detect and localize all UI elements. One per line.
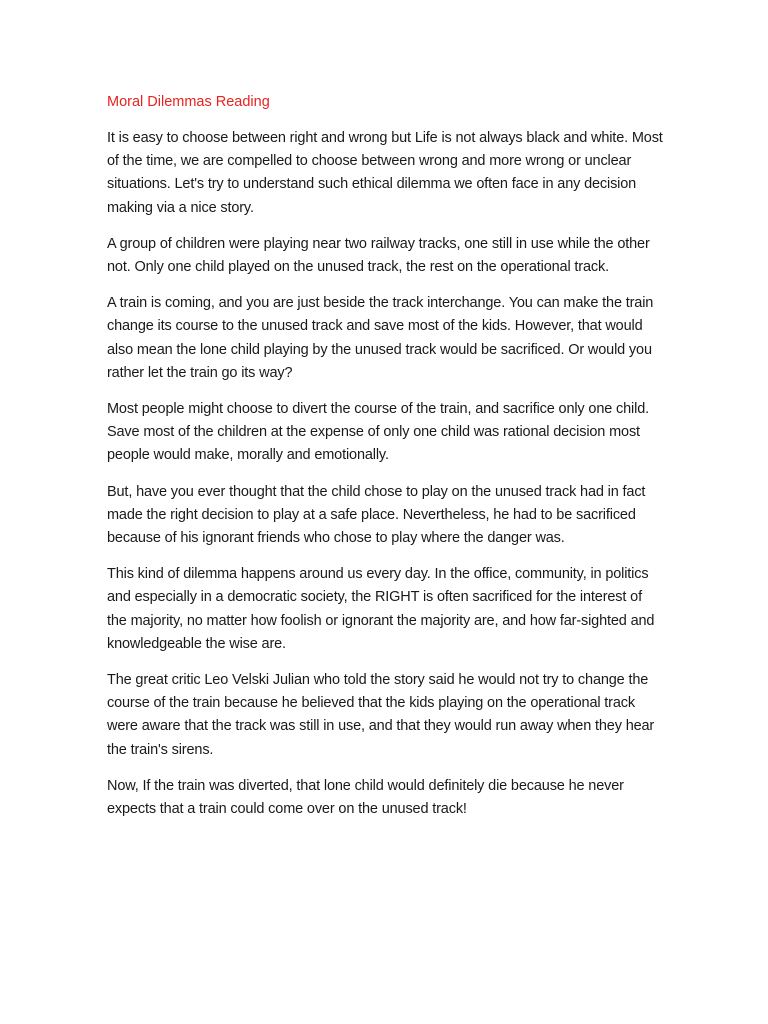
paragraph-conclusion: Now, If the train was diverted, that lone child would definitely die because he never expects that a train could come over on the unused track!: [107, 777, 624, 818]
paragraph-critic: The great critic Leo Velski Julian who told the story said he would not try to change the course of the train because he believed that the kids playing on the operational track were aware that the track was still in use, and that they would run away when they hear the train's sirens.: [107, 672, 655, 758]
document-body: [107, 91, 663, 834]
document-title: Moral Dilemmas Reading: [107, 94, 270, 110]
paragraph-train-coming: A train is coming, and you are just beside the track interchange. You can make the train change its course to the unused track and save most of the kids. However, that would also mean the lone child playing by the unused track would be sacrificed. Or would you rather let the train go its way?: [107, 295, 654, 381]
paragraph-most-people: Most people might choose to divert the course of the train, and sacrifice only one child. Save most of the children at the expense of only one child was rational decision most people would make, morally and emotionally.: [107, 401, 649, 464]
paragraph-dilemma-everyday: This kind of dilemma happens around us every day. In the office, community, in politics and especially in a democratic society, the RIGHT is often sacrificed for the interest of the majority, no matter how foolish or ignorant the majority are, and how far-sighted and knowledgeable the wise are.: [107, 566, 655, 652]
paragraph-unused-track-child: But, have you ever thought that the child chose to play on the unused track had in fact made the right decision to play at a safe place. Nevertheless, he had to be sacrificed because of his ignorant friends who chose to play where the danger was.: [107, 483, 646, 547]
paragraph-children-tracks: A group of children were playing near two railway tracks, one still in use while the other not. Only one child played on the unused track, the rest on the operational track.: [107, 235, 650, 276]
paragraph-intro: It is easy to choose between right and wrong but Life is not always black and white. Most of the time, we are compelled to choose between wrong and more wrong or unclear situations. Let's try to understand such ethical dilemma we often face in any decision making via a nice story.: [107, 130, 663, 216]
